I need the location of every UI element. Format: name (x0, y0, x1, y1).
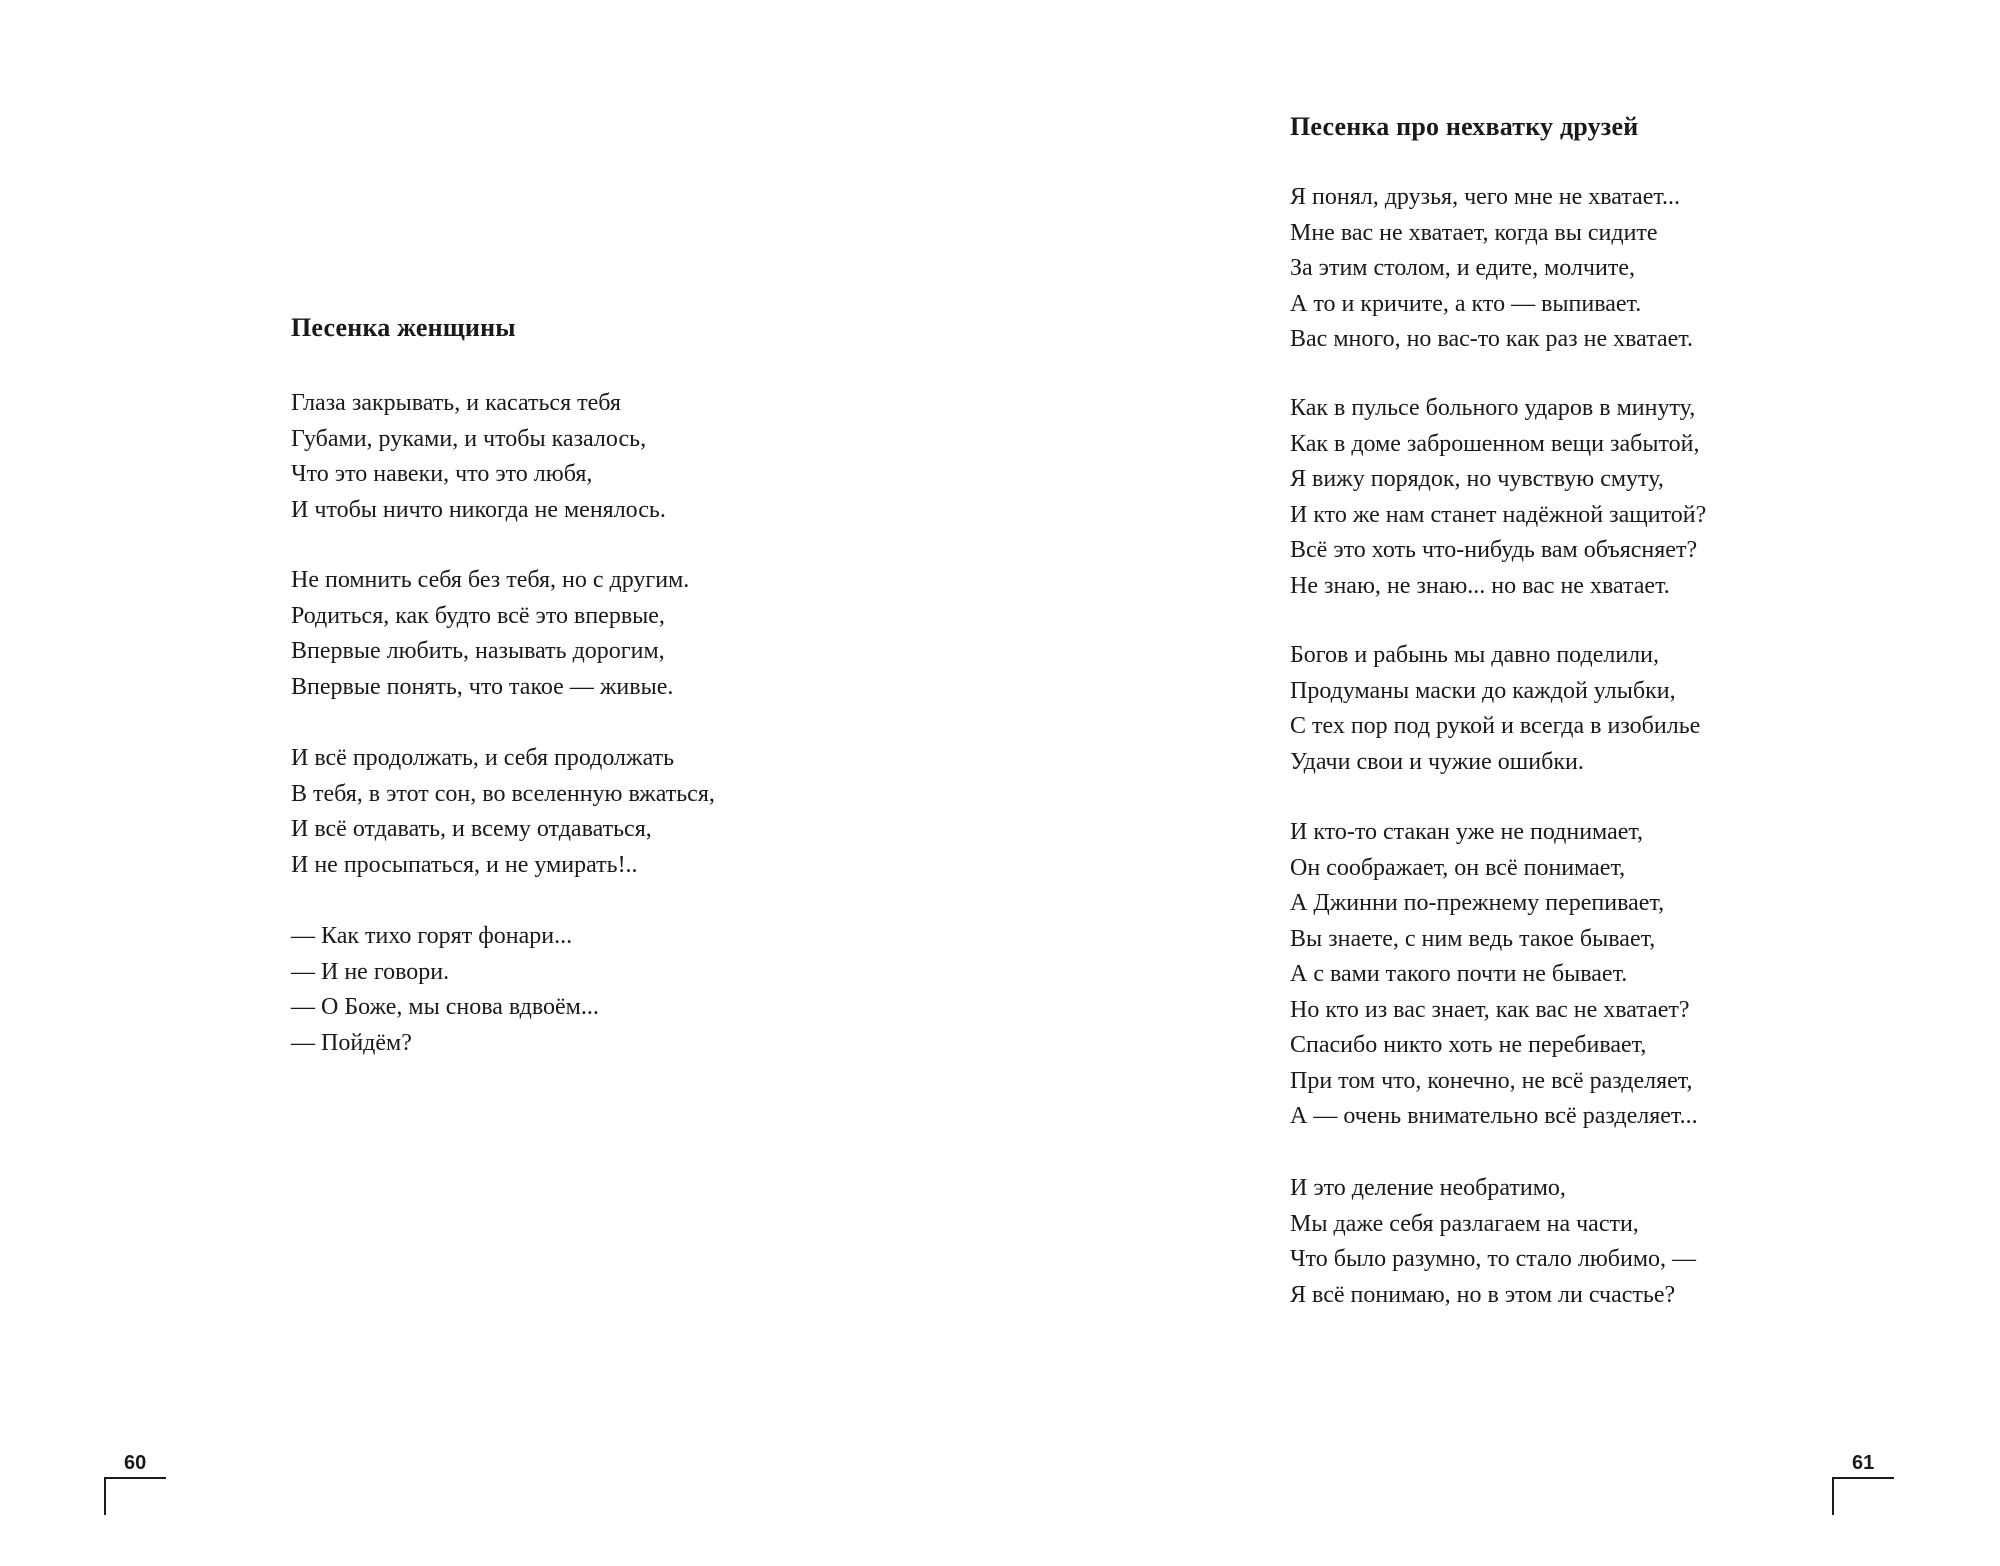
poem-line: Что было разумно, то стало любимо, — (1290, 1246, 1697, 1272)
stanza (1290, 815, 1698, 1135)
stanza (1290, 391, 1706, 604)
poem-line: Впервые понять, что такое — живые. (291, 673, 674, 700)
stanza (1290, 1171, 1696, 1313)
poem-line: Как в пульсе больного ударов в минуту, (1290, 395, 1696, 421)
poem-line: Всё это хоть что-нибудь вам объясняет? (1290, 537, 1698, 563)
poem-line: И всё отдавать, и всему отдаваться, (291, 816, 652, 842)
poem-line: Родиться, как будто всё это впервые, (291, 602, 665, 629)
poem-line: Как в доме заброшенном вещи забытой, (1290, 430, 1700, 457)
poem-line: И это деление необратимо, (1290, 1175, 1566, 1201)
stanza (291, 386, 666, 528)
poem-line: И кто же нам станет надёжной защитой? (1290, 501, 1707, 528)
poem-line: Но кто из вас знает, как вас не хватает? (1290, 996, 1690, 1023)
folio-rule (1832, 1477, 1894, 1479)
poem-line: А Джинни по-прежнему перепивает, (1290, 890, 1665, 916)
page-number: 61 (1852, 1452, 1875, 1474)
poem-line: Не знаю, не знаю... но вас не хватает. (1290, 572, 1670, 599)
poem-line: Глаза закрывать, и касаться тебя (291, 390, 621, 416)
poem-line: С тех пор под рукой и всегда в изобилье (1290, 713, 1701, 739)
poem-line: А с вами такого почти не бывает. (1290, 961, 1628, 987)
poem-title: Песенка про нехватку друзей (1290, 112, 1639, 141)
poem-line: Мне вас не хватает, когда вы сидите (1290, 219, 1658, 246)
poem-line: При том что, конечно, не всё разделяет, (1290, 1067, 1693, 1094)
poem-line: Удачи свои и чужие ошибки. (1290, 748, 1584, 775)
poem-line: — О Боже, мы снова вдвоём... (291, 994, 599, 1020)
poem-line: А — очень внимательно всё разделяет... (1290, 1103, 1698, 1129)
poem-line: Впервые любить, называть дорогим, (291, 638, 665, 664)
poem-line: — И не говори. (291, 958, 450, 985)
poem-line: Я вижу порядок, но чувствую смуту, (1290, 466, 1664, 492)
poem-line: И всё продолжать, и себя продолжать (291, 745, 675, 771)
page-number: 60 (124, 1452, 147, 1474)
page-number-mark (1832, 1452, 1902, 1515)
poem-line: Не помнить себя без тебя, но с другим. (291, 567, 690, 593)
poem-line: А то и кричите, а кто — выпивает. (1290, 290, 1642, 317)
poem-line: — Как тихо горят фонари... (291, 923, 573, 949)
poem-line: За этим столом, и едите, молчите, (1290, 255, 1635, 281)
folio-rule (1832, 1477, 1834, 1515)
stanza (291, 741, 715, 883)
right-page (1000, 0, 2000, 1566)
poem-line: В тебя, в этот сон, во вселенную вжаться, (291, 780, 715, 807)
poem-line: Мы даже себя разлагаем на части, (1290, 1210, 1639, 1237)
poem-line: И не просыпаться, и не умирать!.. (291, 851, 638, 878)
poem-line: Я понял, друзья, чего мне не хватает... (1290, 184, 1681, 210)
stanza (1290, 638, 1700, 780)
poem-line: Он соображает, он всё понимает, (1290, 854, 1626, 881)
folio-rule (104, 1477, 166, 1479)
poem-line: Продуманы маски до каждой улыбки, (1290, 677, 1676, 704)
page-number-mark (104, 1452, 174, 1515)
poem-line: И кто-то стакан уже не поднимает, (1290, 819, 1644, 845)
poem-line: Я всё понимаю, но в этом ли счастье? (1290, 1281, 1676, 1308)
stanza (291, 563, 689, 705)
stanza (1290, 180, 1693, 358)
poem-line: Что это навеки, что это любя, (291, 461, 593, 487)
poem-line: — Пойдём? (291, 1029, 412, 1056)
poem-title: Песенка женщины (291, 313, 516, 342)
poem-line: Богов и рабынь мы давно поделили, (1290, 642, 1659, 668)
stanza (291, 919, 599, 1061)
poem-line: И чтобы ничто никогда не менялось. (291, 496, 666, 523)
poem-line: Вы знаете, с ним ведь такое бывает, (1290, 925, 1656, 952)
poem-line: Губами, руками, и чтобы казалось, (291, 425, 647, 452)
poem-line: Спасибо никто хоть не перебивает, (1290, 1032, 1647, 1058)
folio-rule (104, 1477, 106, 1515)
poem-line: Вас много, но вас-то как раз не хватает. (1290, 326, 1693, 352)
